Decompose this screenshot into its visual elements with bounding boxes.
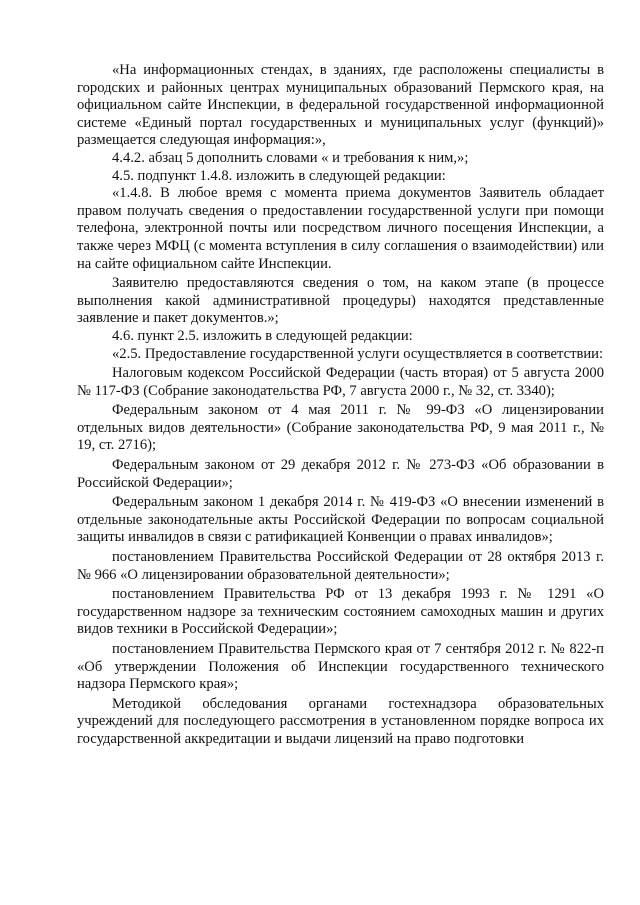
paragraph-info-stands: «На информационных стендах, в зданиях, где расположены специалисты в городских и районных центрах муниципальных образований Пермского края, на официальном сайте Инспекции, в федеральной государственной информационной системе «Единый портал государственных и муниципальных услуг (функций)» размещается следующая информация:»,	[77, 62, 604, 149]
paragraph-law-99: Федеральным законом от 4 мая 2011 г. № 99-ФЗ «О лицензировании отдельных видов деятельности» (Собрание законодательства РФ, 9 мая 2011 г., № 19, ст. 2716);	[77, 402, 604, 454]
paragraph-methodology: Методикой обследования органами гостехнадзора образовательных учреждений для последующего рассмотрения в установленном порядке вопроса их государственной аккредитации и выдачи лицензий на право подготовки	[77, 695, 604, 747]
paragraph-resolution-1291: постановлением Правительства РФ от 13 декабря 1993 г. № 1291 «О государственном надзоре за техническим состоянием самоходных машин и других видов техники в Российской Федерации»;	[77, 586, 604, 638]
paragraph-resolution-966: постановлением Правительства Российской Федерации от 28 октября 2013 г. № 966 «О лицензировании образовательной деятельности»;	[77, 549, 604, 583]
paragraph-1-4-8: «1.4.8. В любое время с момента приема документов Заявитель обладает правом получать сведения о предоставлении государственной услуги при помощи телефона, электронной почты или посредством личного посещения Инспекции, а также через МФЦ (с момента вступления в силу соглашения о взаимодействии) или на сайте официальном сайте Инспекции.	[77, 185, 604, 272]
paragraph-4-4-2: 4.4.2. абзац 5 дополнить словами « и требования к ним,»;	[112, 149, 469, 166]
paragraph-law-273: Федеральным законом от 29 декабря 2012 г. № 273-ФЗ «Об образовании в Российской Федерации»;	[77, 457, 604, 491]
paragraph-2-5: «2.5. Предоставление государственной услуги осуществляется в соответствии:	[112, 345, 604, 362]
paragraph-4-6: 4.6. пункт 2.5. изложить в следующей редакции:	[112, 327, 413, 344]
paragraph-resolution-822: постановлением Правительства Пермского края от 7 сентября 2012 г. № 822-п «Об утверждении Положения об Инспекции государственного технического надзора Пермского края»;	[77, 641, 604, 693]
paragraph-law-419: Федеральным законом 1 декабря 2014 г. № 419-ФЗ «О внесении изменений в отдельные законодательные акты Российской Федерации по вопросам социальной защиты инвалидов в связи с ратификацией Конвенции о правах инвалидов»;	[77, 494, 604, 546]
paragraph-tax-code: Налоговым кодексом Российской Федерации (часть вторая) от 5 августа 2000 № 117-ФЗ (Собрание законодательства РФ, 7 августа 2000 г., № 32, ст. 3340);	[77, 365, 604, 399]
paragraph-applicant-info: Заявителю предоставляются сведения о том, на каком этапе (в процессе выполнения какой административной процедуры) находятся представленные заявление и пакет документов.»;	[77, 275, 604, 327]
paragraph-4-5: 4.5. подпункт 1.4.8. изложить в следующей редакции:	[112, 167, 446, 184]
